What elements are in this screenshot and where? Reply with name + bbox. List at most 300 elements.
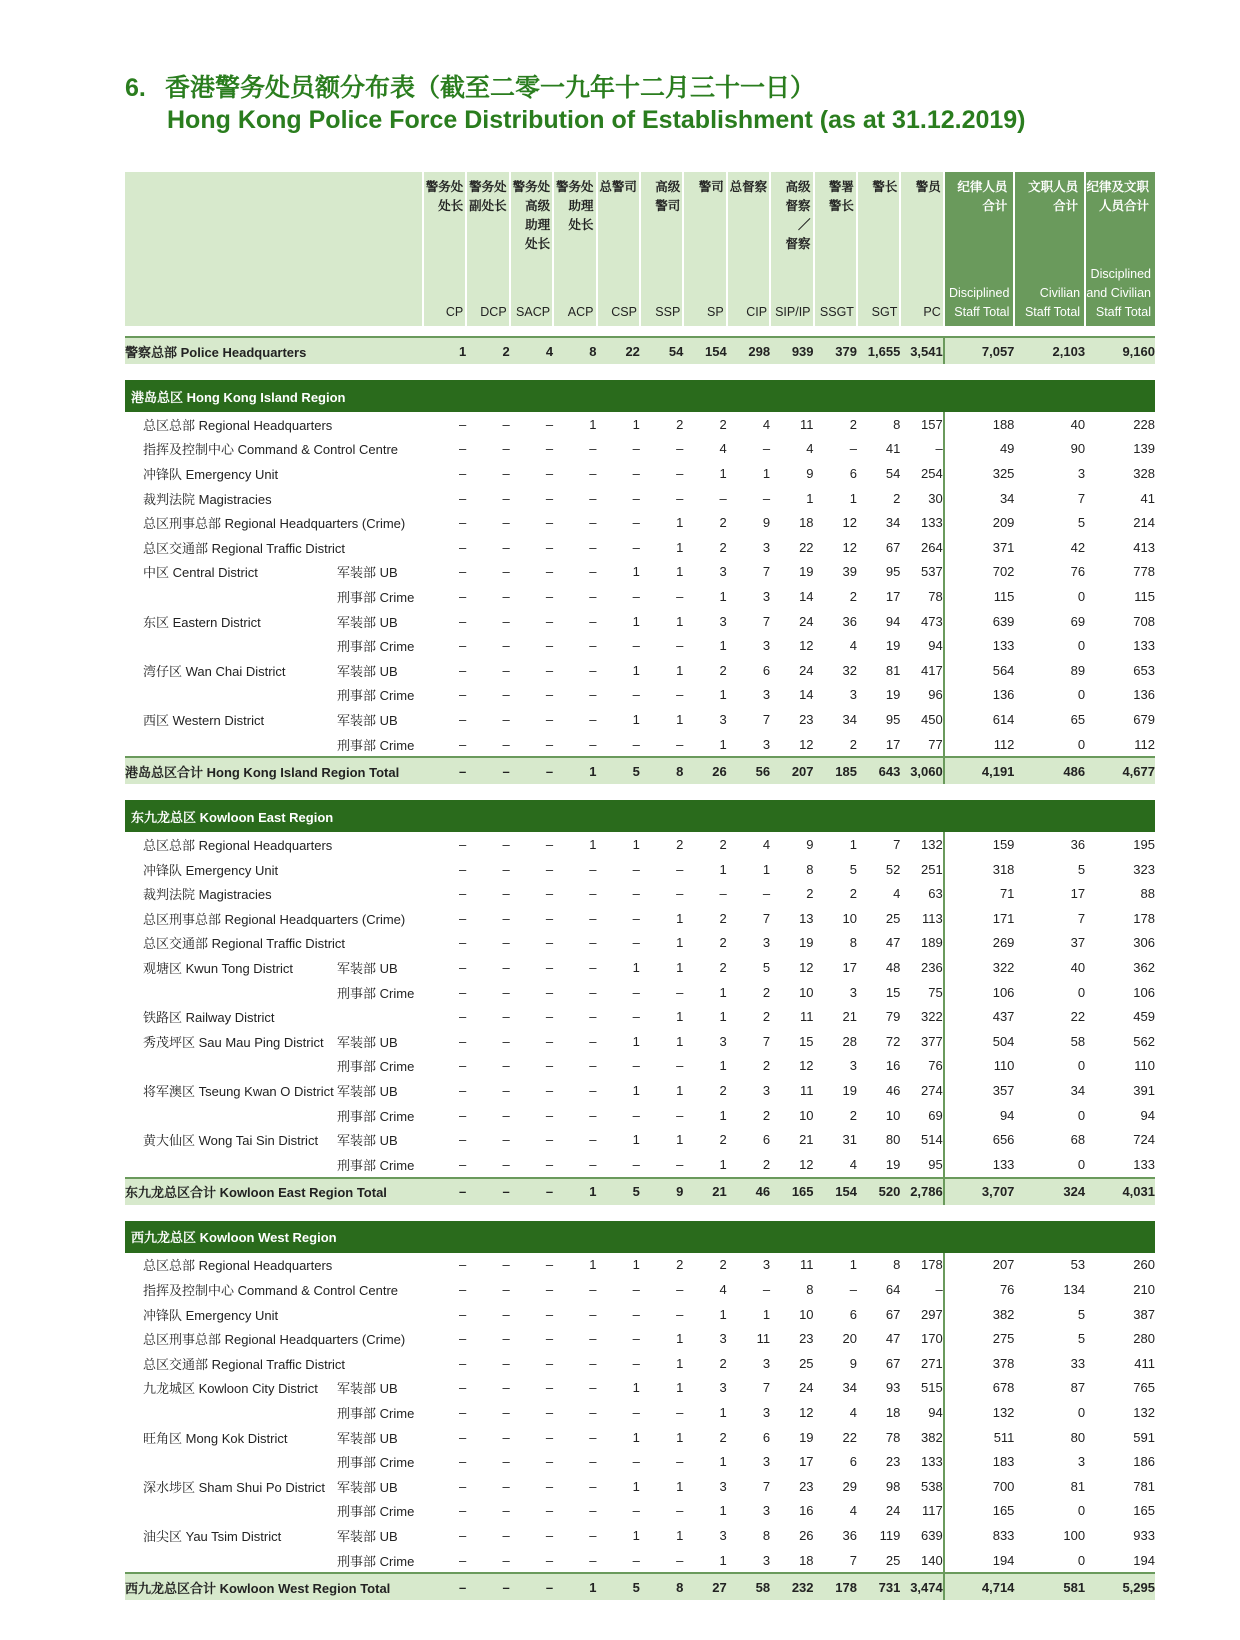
cell-dcp: –: [502, 984, 510, 1000]
cell-civilian-staff-total: 68: [1070, 1132, 1086, 1148]
cell-csp: –: [632, 1058, 640, 1074]
cell-sp: 1: [719, 984, 727, 1000]
cell-cip: 7: [762, 1380, 771, 1396]
cell-cp: –: [459, 1132, 467, 1148]
cell-csp: –: [632, 687, 640, 703]
cell-sgt: 81: [885, 662, 901, 678]
cell-csp: –: [632, 490, 640, 506]
cell-ssgt: 39: [842, 564, 857, 580]
cell-sip-ip: 12: [799, 1404, 814, 1420]
table-row: [125, 1078, 1155, 1103]
cell-sacp: –: [545, 1033, 554, 1049]
cell-sgt: 17: [885, 736, 901, 752]
cell-csp: 5: [597, 1178, 640, 1205]
table-row: [125, 1152, 1155, 1178]
cell-pc: 382: [921, 1429, 943, 1445]
cell-cip: 4: [762, 416, 771, 432]
cell-csp: 22: [597, 337, 640, 364]
cell-dcp: –: [502, 1107, 510, 1123]
cell-sacp: –: [545, 711, 554, 727]
table-row: [125, 560, 1155, 585]
cell-dcp: –: [502, 1404, 510, 1420]
cell-pc: 450: [921, 711, 943, 727]
cell-cip: 7: [762, 613, 771, 629]
establishment-table: [125, 172, 1155, 1600]
table-row: [125, 1253, 1155, 1278]
cell-sp: 3: [719, 711, 727, 727]
cell-pc: 3,474: [900, 1573, 943, 1600]
cell-csp: –: [632, 886, 640, 902]
cell-civilian-staff-total: 134: [1063, 1282, 1086, 1298]
title-zh: 香港警务处员额分布表（截至二零一九年十二月三十一日）: [165, 74, 816, 102]
cell-acp: –: [589, 638, 597, 654]
cell-sip-ip: 9: [806, 465, 814, 481]
cell-sp: 2: [719, 515, 727, 531]
cell-ssp: –: [676, 1058, 684, 1074]
cell-pc: –: [935, 441, 943, 457]
cell-disciplined-staff-total: 614: [944, 707, 1015, 732]
cell-civilian-staff-total: 0: [1077, 1156, 1086, 1172]
column-header-zh: 高级 督察 ／ 督察: [785, 180, 811, 251]
cell-pc: 95: [928, 1156, 943, 1172]
cell-civilian-staff-total: 53: [1070, 1257, 1086, 1273]
cell-pc: 94: [928, 638, 943, 654]
cell-acp: –: [589, 465, 597, 481]
cell-disciplined-staff-total: 133: [944, 633, 1015, 658]
cell-sip-ip: 23: [799, 711, 814, 727]
cell-cip: 3: [762, 1552, 771, 1568]
cell-sgt: 19: [885, 1156, 901, 1172]
cell-csp: 1: [632, 711, 640, 727]
cell-sp: 26: [683, 757, 726, 784]
cell-cp: –: [423, 1178, 466, 1205]
cell-sgt: 80: [885, 1132, 901, 1148]
region-header-row: [125, 800, 1155, 832]
cell-cip: 3: [762, 935, 771, 951]
cell-disciplined-staff-total: 159: [944, 832, 1015, 857]
cell-sgt: 17: [885, 588, 901, 604]
cell-sgt: 7: [893, 837, 901, 853]
cell-cip: 3: [762, 736, 771, 752]
cell-sacp: –: [545, 1009, 554, 1025]
column-header-row: [125, 172, 1155, 326]
cell-cp: –: [459, 861, 467, 877]
column-header-en: CIP: [746, 305, 768, 319]
cell-sacp: –: [545, 515, 554, 531]
row-unit: [337, 1253, 423, 1278]
cell-cp: –: [459, 935, 467, 951]
cell-sgt: 98: [885, 1478, 901, 1494]
cell-sgt: 93: [885, 1380, 901, 1396]
cell-cp: –: [459, 662, 467, 678]
cell-cp: –: [459, 1429, 467, 1445]
cell-dcp: –: [502, 1009, 510, 1025]
cell-acp: –: [589, 711, 597, 727]
cell-sgt: 47: [885, 935, 901, 951]
cell-sip-ip: 23: [799, 1478, 814, 1494]
cell-pc: 78: [928, 588, 943, 604]
column-header-zh: 文职人员 合计: [1028, 180, 1079, 213]
cell-sip-ip: 165: [770, 1178, 813, 1205]
column-header-sp: [683, 172, 726, 326]
cell-ssp: 1: [676, 613, 684, 629]
row-label: [125, 1400, 337, 1425]
table-row: [125, 584, 1155, 609]
row-label: 指挥及控制中心 Command & Control Centre: [143, 442, 399, 458]
row-label: 指挥及控制中心 Command & Control Centre: [143, 1283, 399, 1299]
cell-dcp: –: [502, 1257, 510, 1273]
cell-civilian-staff-total: 5: [1077, 1306, 1086, 1322]
cell-disciplined-and-civilian-staff-total: 228: [1133, 416, 1155, 432]
cell-acp: 8: [553, 337, 596, 364]
column-header-en: SIP/IP: [775, 305, 811, 319]
row-unit: 军装部 UB: [337, 1381, 398, 1397]
row-unit: [337, 931, 423, 956]
cell-disciplined-and-civilian-staff-total: 112: [1134, 736, 1155, 752]
cell-acp: –: [589, 1331, 597, 1347]
cell-sgt: 23: [885, 1454, 901, 1470]
cell-disciplined-staff-total: 275: [944, 1326, 1015, 1351]
cell-ssgt: 379: [814, 337, 857, 364]
cell-sp: 1: [719, 1306, 727, 1322]
cell-civilian-staff-total: 0: [1077, 1107, 1086, 1123]
cell-cp: –: [459, 984, 467, 1000]
cell-sgt: 67: [885, 1306, 901, 1322]
row-label: 中区 Central District: [143, 565, 258, 581]
column-header-en: SSGT: [819, 305, 854, 319]
cell-ssp: –: [676, 465, 684, 481]
cell-civilian-staff-total: 7: [1077, 910, 1086, 926]
row-unit: 军装部 UB: [337, 1479, 398, 1495]
cell-dcp: 2: [466, 337, 509, 364]
cell-civilian-staff-total: 3: [1077, 1454, 1086, 1470]
cell-cip: 7: [762, 1478, 771, 1494]
table-row: [125, 1499, 1155, 1524]
cell-sp: 4: [719, 1282, 727, 1298]
cell-cp: –: [459, 465, 467, 481]
cell-acp: 1: [589, 416, 597, 432]
cell-ssgt: 19: [842, 1083, 857, 1099]
cell-acp: 1: [553, 1573, 596, 1600]
column-header-en: Disciplined and Civilian Staff Total: [1086, 267, 1151, 319]
cell-disciplined-and-civilian-staff-total: 139: [1133, 441, 1155, 457]
cell-cip: 56: [727, 757, 770, 784]
cell-acp: –: [589, 1454, 597, 1470]
cell-pc: 515: [921, 1380, 943, 1396]
cell-ssgt: –: [849, 441, 857, 457]
cell-cp: –: [459, 1058, 467, 1074]
cell-civilian-staff-total: 0: [1077, 1058, 1086, 1074]
column-header-en: ACP: [567, 305, 594, 319]
cell-csp: –: [632, 1282, 640, 1298]
cell-cp: –: [459, 1552, 467, 1568]
cell-cp: –: [459, 1331, 467, 1347]
cell-disciplined-and-civilian-staff-total: 328: [1133, 465, 1155, 481]
cell-ssp: –: [676, 638, 684, 654]
cell-cp: –: [459, 1156, 467, 1172]
cell-cp: –: [459, 1083, 467, 1099]
table-row: [125, 980, 1155, 1005]
cell-dcp: –: [502, 515, 510, 531]
cell-csp: –: [632, 1331, 640, 1347]
cell-disciplined-staff-total: 209: [944, 510, 1015, 535]
cell-sacp: –: [545, 1257, 554, 1273]
cell-disciplined-and-civilian-staff-total: 260: [1133, 1257, 1155, 1273]
cell-acp: –: [589, 1083, 597, 1099]
cell-cp: –: [423, 1573, 466, 1600]
row-label: 西区 Western District: [143, 712, 265, 728]
cell-dcp: –: [502, 1478, 510, 1494]
cell-ssgt: 34: [842, 711, 857, 727]
cell-ssp: –: [676, 1552, 684, 1568]
cell-cp: –: [459, 1009, 467, 1025]
cell-acp: –: [589, 1429, 597, 1445]
cell-cip: 6: [762, 1132, 771, 1148]
cell-cip: 2: [762, 984, 771, 1000]
cell-ssp: 8: [640, 757, 683, 784]
cell-disciplined-staff-total: 357: [944, 1078, 1015, 1103]
cell-disciplined-and-civilian-staff-total: 132: [1133, 1404, 1155, 1420]
cell-acp: –: [589, 984, 597, 1000]
table-row: [125, 1277, 1155, 1302]
row-label: 观塘区 Kwun Tong District: [143, 961, 294, 977]
cell-ssp: 1: [676, 539, 684, 555]
cell-cip: 3: [762, 1454, 771, 1470]
cell-sgt: 2: [893, 490, 901, 506]
column-header-pc: [900, 172, 943, 326]
cell-csp: –: [632, 935, 640, 951]
row-unit: 军装部 UB: [337, 565, 398, 581]
cell-cip: 7: [762, 564, 771, 580]
cell-disciplined-staff-total: 4,714: [944, 1573, 1015, 1600]
table-row: [125, 1054, 1155, 1079]
cell-disciplined-staff-total: 94: [944, 1103, 1015, 1128]
cell-pc: 63: [928, 886, 943, 902]
cell-ssgt: 6: [849, 1306, 857, 1322]
cell-sp: 3: [719, 1478, 727, 1494]
cell-ssgt: 178: [814, 1573, 857, 1600]
cell-ssp: 54: [640, 337, 683, 364]
cell-sip-ip: 15: [799, 1033, 814, 1049]
cell-sacp: –: [510, 1178, 553, 1205]
row-unit: 军装部 UB: [337, 961, 398, 977]
cell-sgt: 48: [885, 960, 901, 976]
row-label: [125, 1103, 337, 1128]
cell-disciplined-and-civilian-staff-total: 323: [1133, 861, 1155, 877]
cell-ssp: –: [676, 490, 684, 506]
cell-pc: 132: [921, 837, 943, 853]
cell-sip-ip: 12: [799, 638, 814, 654]
cell-sp: 3: [719, 1380, 727, 1396]
table-row: [125, 1103, 1155, 1128]
cell-cp: –: [459, 539, 467, 555]
table-row: [125, 707, 1155, 732]
cell-disciplined-and-civilian-staff-total: 210: [1133, 1282, 1155, 1298]
cell-civilian-staff-total: 42: [1070, 539, 1086, 555]
cell-dcp: –: [502, 711, 510, 727]
cell-ssp: –: [676, 1404, 684, 1420]
cell-cp: –: [459, 1478, 467, 1494]
cell-pc: 76: [928, 1058, 943, 1074]
cell-sgt: 67: [885, 1355, 901, 1371]
column-header-zh: 警员: [915, 180, 941, 194]
column-header-disciplined-staff-total: [944, 172, 1015, 326]
cell-cp: –: [459, 736, 467, 752]
cell-acp: –: [589, 1282, 597, 1298]
cell-disciplined-and-civilian-staff-total: 4,031: [1085, 1178, 1155, 1205]
table-row: [125, 1302, 1155, 1327]
cell-disciplined-staff-total: 112: [944, 732, 1015, 758]
row-label: 湾仔区 Wan Chai District: [143, 663, 286, 679]
cell-acp: –: [589, 736, 597, 752]
cell-cp: –: [459, 960, 467, 976]
cell-pc: 297: [921, 1306, 943, 1322]
cell-disciplined-staff-total: 106: [944, 980, 1015, 1005]
cell-ssp: –: [676, 861, 684, 877]
cell-pc: 537: [921, 564, 943, 580]
cell-cp: –: [459, 886, 467, 902]
region-title: 港岛总区 Hong Kong Island Region: [125, 380, 1155, 412]
column-header-zh: 纪律及文职 人员合计: [1086, 180, 1149, 213]
cell-ssgt: 4: [849, 638, 857, 654]
cell-civilian-staff-total: 324: [1014, 1178, 1085, 1205]
cell-ssgt: 4: [849, 1156, 857, 1172]
cell-cip: 3: [762, 1503, 771, 1519]
cell-sip-ip: 232: [770, 1573, 813, 1600]
cell-sp: 2: [719, 1257, 727, 1273]
cell-ssgt: 4: [849, 1404, 857, 1420]
cell-pc: 254: [921, 465, 943, 481]
cell-disciplined-and-civilian-staff-total: 214: [1133, 515, 1155, 531]
cell-sip-ip: 24: [799, 1380, 814, 1396]
cell-sp: 2: [719, 910, 727, 926]
cell-cip: –: [762, 1282, 771, 1298]
cell-sgt: 64: [885, 1282, 901, 1298]
cell-ssp: 1: [676, 564, 684, 580]
cell-dcp: –: [502, 1282, 510, 1298]
row-label: 警察总部 Police Headquarters: [125, 337, 423, 364]
cell-ssgt: 2: [849, 736, 857, 752]
row-label: 铁路区 Railway District: [143, 1010, 275, 1026]
cell-csp: –: [632, 1355, 640, 1371]
cell-acp: –: [589, 613, 597, 629]
cell-ssp: 1: [676, 1429, 684, 1445]
cell-sp: 1: [719, 1503, 727, 1519]
cell-acp: –: [589, 1527, 597, 1543]
cell-sacp: –: [545, 1132, 554, 1148]
cell-sp: –: [719, 886, 727, 902]
cell-cip: 6: [762, 1429, 771, 1445]
cell-sacp: –: [510, 757, 553, 784]
cell-sip-ip: 24: [799, 662, 814, 678]
cell-pc: 157: [921, 416, 943, 432]
cell-pc: 140: [921, 1552, 943, 1568]
cell-csp: 1: [632, 837, 640, 853]
spacer-row: [125, 364, 1155, 380]
column-header-zh: 总督察: [729, 180, 768, 194]
cell-disciplined-and-civilian-staff-total: 133: [1133, 1156, 1155, 1172]
row-label: 黄大仙区 Wong Tai Sin District: [143, 1133, 319, 1149]
cell-sacp: –: [545, 638, 554, 654]
cell-sacp: –: [510, 1573, 553, 1600]
cell-csp: –: [632, 1107, 640, 1123]
cell-ssgt: 29: [842, 1478, 857, 1494]
cell-civilian-staff-total: 0: [1077, 984, 1086, 1000]
cell-pc: 236: [921, 960, 943, 976]
cell-sacp: –: [545, 1380, 554, 1396]
cell-disciplined-staff-total: 371: [944, 535, 1015, 560]
cell-sacp: –: [545, 687, 554, 703]
cell-sgt: 19: [885, 687, 901, 703]
cell-sgt: 52: [885, 861, 901, 877]
cell-sacp: –: [545, 1478, 554, 1494]
row-label: 九龙城区 Kowloon City District: [143, 1381, 318, 1397]
row-unit: 军装部 UB: [337, 1034, 398, 1050]
cell-ssp: 1: [676, 1527, 684, 1543]
cell-ssgt: 36: [842, 1527, 857, 1543]
cell-ssgt: 9: [849, 1355, 857, 1371]
row-label: [125, 980, 337, 1005]
cell-dcp: –: [502, 613, 510, 629]
cell-sgt: 731: [857, 1573, 900, 1600]
cell-acp: –: [589, 1306, 597, 1322]
region-total-row: [125, 1178, 1155, 1205]
cell-sacp: –: [545, 416, 554, 432]
table-row: [125, 1127, 1155, 1152]
cell-civilian-staff-total: 3: [1077, 465, 1086, 481]
table-row: [125, 658, 1155, 683]
cell-csp: –: [632, 515, 640, 531]
cell-csp: 1: [632, 960, 640, 976]
cell-ssp: –: [676, 984, 684, 1000]
table-row: [125, 1400, 1155, 1425]
cell-ssp: 1: [676, 1033, 684, 1049]
row-unit: 刑事部 Crime: [337, 985, 415, 1001]
table-row: [125, 882, 1155, 907]
cell-pc: 3,541: [900, 337, 943, 364]
cell-cp: –: [459, 1454, 467, 1470]
cell-sacp: –: [545, 1083, 554, 1099]
cell-ssgt: 3: [849, 687, 857, 703]
cell-sacp: –: [545, 1107, 554, 1123]
table-row: [125, 732, 1155, 758]
row-unit: [337, 461, 423, 486]
cell-csp: 1: [632, 662, 640, 678]
cell-sgt: 41: [885, 441, 901, 457]
table-row: [125, 412, 1155, 437]
cell-cip: 298: [727, 337, 770, 364]
cell-cip: 11: [756, 1331, 771, 1347]
cell-disciplined-staff-total: 132: [944, 1400, 1015, 1425]
cell-ssgt: 20: [842, 1331, 857, 1347]
cell-ssp: 1: [676, 711, 684, 727]
cell-civilian-staff-total: 89: [1070, 662, 1086, 678]
row-unit: 刑事部 Crime: [337, 1405, 415, 1421]
cell-sacp: –: [545, 984, 554, 1000]
cell-cip: –: [762, 490, 771, 506]
cell-sacp: –: [545, 441, 554, 457]
cell-disciplined-staff-total: 136: [944, 683, 1015, 708]
cell-sp: 1: [719, 736, 727, 752]
cell-ssp: 1: [676, 1132, 684, 1148]
cell-sgt: 78: [885, 1429, 901, 1445]
cell-sip-ip: 16: [799, 1503, 814, 1519]
cell-sip-ip: 10: [799, 1306, 814, 1322]
page-title: [125, 72, 1026, 136]
row-label: [125, 584, 337, 609]
cell-disciplined-staff-total: 702: [944, 560, 1015, 585]
cell-acp: –: [589, 1058, 597, 1074]
